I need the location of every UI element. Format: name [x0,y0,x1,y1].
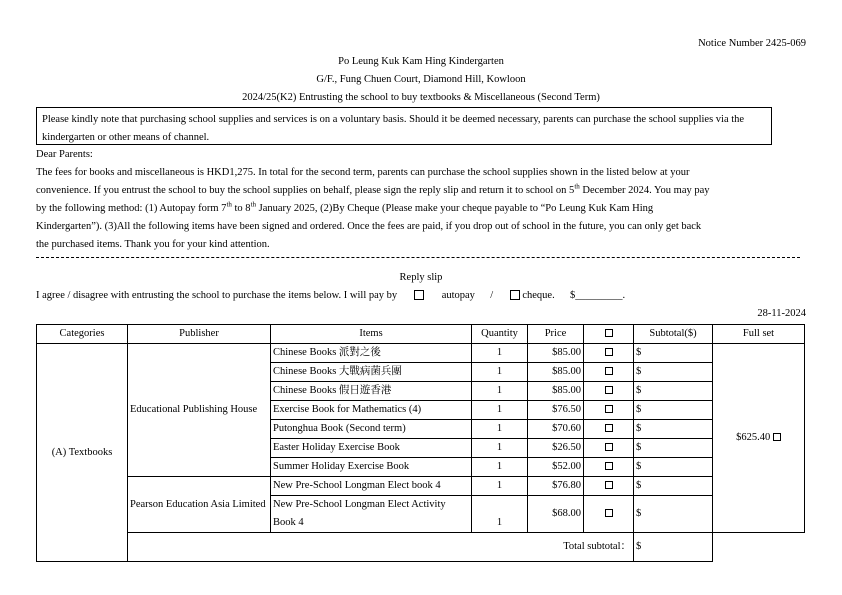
item-cell: Exercise Book for Mathematics (4) [271,401,472,420]
subtotal-cell[interactable]: $ [634,401,713,420]
item-checkbox[interactable] [605,386,613,394]
total-label: Total subtotal： [128,533,634,562]
header-publisher: Publisher [128,325,271,344]
agree-text: I agree / disagree with entrusting the school to purchase the items below. I will pay by [36,290,398,301]
item-cell: Summer Holiday Exercise Book [271,458,472,477]
table-row [37,344,805,363]
item-checkbox[interactable] [605,424,613,432]
cheque-checkbox[interactable] [510,290,520,300]
empty-cell [713,533,805,562]
slash-separator: / [490,290,494,301]
reply-date: 28-11-2024 [757,308,806,319]
price-cell: $76.50 [528,401,584,420]
select-cell [584,344,634,363]
textbook-table [36,324,805,562]
reply-agree-line [36,290,625,301]
select-cell [584,420,634,439]
item-checkbox[interactable] [605,481,613,489]
price-cell: $76.80 [528,477,584,496]
publisher-cell: Pearson Education Asia Limited [128,477,271,533]
item-cell: New Pre-School Longman Elect Activity Book 4 [271,496,472,533]
select-cell [584,382,634,401]
full-set-checkbox[interactable] [773,433,781,441]
table-row [37,477,805,496]
qty-cell: 1 [472,477,528,496]
subtotal-cell[interactable]: $ [634,344,713,363]
select-cell [584,363,634,382]
subtotal-cell[interactable]: $ [634,382,713,401]
header-categories: Categories [37,325,128,344]
header-select [584,325,634,344]
header-subtotal: Subtotal($) [634,325,713,344]
autopay-checkbox[interactable] [414,290,424,300]
body-line: The fees for books and miscellaneous is HKD1,275. In total for the second term, parents can purchase the school supplies shown in the listed below at your [36,167,690,178]
subtotal-cell[interactable]: $ [634,363,713,382]
price-cell: $85.00 [528,382,584,401]
item-cell: Chinese Books 派對之後 [271,344,472,363]
qty-cell: 1 [472,363,528,382]
table-header-row [37,325,805,344]
price-cell: $68.00 [528,496,584,533]
item-checkbox[interactable] [605,462,613,470]
salutation: Dear Parents: [36,149,93,160]
header-checkbox[interactable] [605,329,613,337]
autopay-label: autopay [441,290,475,301]
cheque-label: cheque. [522,290,555,301]
select-cell [584,496,634,533]
full-set-price: $625.40 [736,432,771,443]
item-checkbox[interactable] [605,443,613,451]
item-checkbox[interactable] [605,348,613,356]
qty-cell: 1 [472,401,528,420]
header-quantity: Quantity [472,325,528,344]
school-name: Po Leung Kuk Kam Hing Kindergarten [338,56,504,67]
body-line: Kindergarten”). (3)All the following items have been signed and ordered. Once the fees are paid, if you drop out of school in the future, you can only get back [36,221,702,232]
header-price: Price [528,325,584,344]
total-row [37,533,805,562]
select-cell [584,439,634,458]
reply-slip-title: Reply slip [399,272,443,283]
price-cell: $85.00 [528,344,584,363]
item-cell: New Pre-School Longman Elect book 4 [271,477,472,496]
select-cell [584,477,634,496]
category-cell: (A) Textbooks [37,344,128,562]
header-items: Items [271,325,472,344]
notice-title: 2024/25(K2) Entrusting the school to buy textbooks & Miscellaneous (Second Term) [242,92,600,103]
body-line: the purchased items. Thank you for your kind attention. [36,239,270,250]
item-cell: Chinese Books 假日遊香港 [271,382,472,401]
qty-cell: 1 [472,344,528,363]
voluntary-notice-box: Please kindly note that purchasing school supplies and services is on a voluntary basis. Should it be deemed necessary, parents can purchase the school supplies via the kindergarten or other means of channel. [36,107,772,145]
subtotal-cell[interactable]: $ [634,496,713,533]
price-cell: $26.50 [528,439,584,458]
item-checkbox[interactable] [605,405,613,413]
amount-field[interactable]: $_________. [569,290,626,301]
price-cell: $70.60 [528,420,584,439]
qty-cell: 1 [472,439,528,458]
qty-cell: 1 [472,420,528,439]
item-cell: Easter Holiday Exercise Book [271,439,472,458]
body-line: convenience. If you entrust the school to buy the school supplies on behalf, please sign the reply slip and return it to school on 5th December 2024. You may pay [36,182,710,196]
qty-cell: 1 [472,382,528,401]
price-cell: $85.00 [528,363,584,382]
item-cell: Putonghua Book (Second term) [271,420,472,439]
select-cell [584,401,634,420]
item-cell: Chinese Books 大戰病菌兵團 [271,363,472,382]
item-checkbox[interactable] [605,367,613,375]
school-address: G/F., Fung Chuen Court, Diamond Hill, Kowloon [316,74,526,85]
cut-line-divider [36,257,800,258]
subtotal-cell[interactable]: $ [634,439,713,458]
publisher-cell: Educational Publishing House [128,344,271,477]
total-value[interactable]: $ [634,533,713,562]
subtotal-cell[interactable]: $ [634,458,713,477]
notice-number: Notice Number 2425-069 [698,38,806,49]
item-checkbox[interactable] [605,509,613,517]
price-cell: $52.00 [528,458,584,477]
qty-cell: 1 [472,458,528,477]
qty-cell: 1 [472,496,528,533]
body-paragraph [36,164,806,254]
subtotal-cell[interactable]: $ [634,477,713,496]
body-line: by the following method: (1) Autopay form 7th to 8th January 2025, (2)By Cheque (Please make your cheque payable to “Po Leung Kuk Kam Hing [36,200,654,214]
select-cell [584,458,634,477]
subtotal-cell[interactable]: $ [634,420,713,439]
header-full-set: Full set [713,325,805,344]
full-set-cell [713,344,805,533]
